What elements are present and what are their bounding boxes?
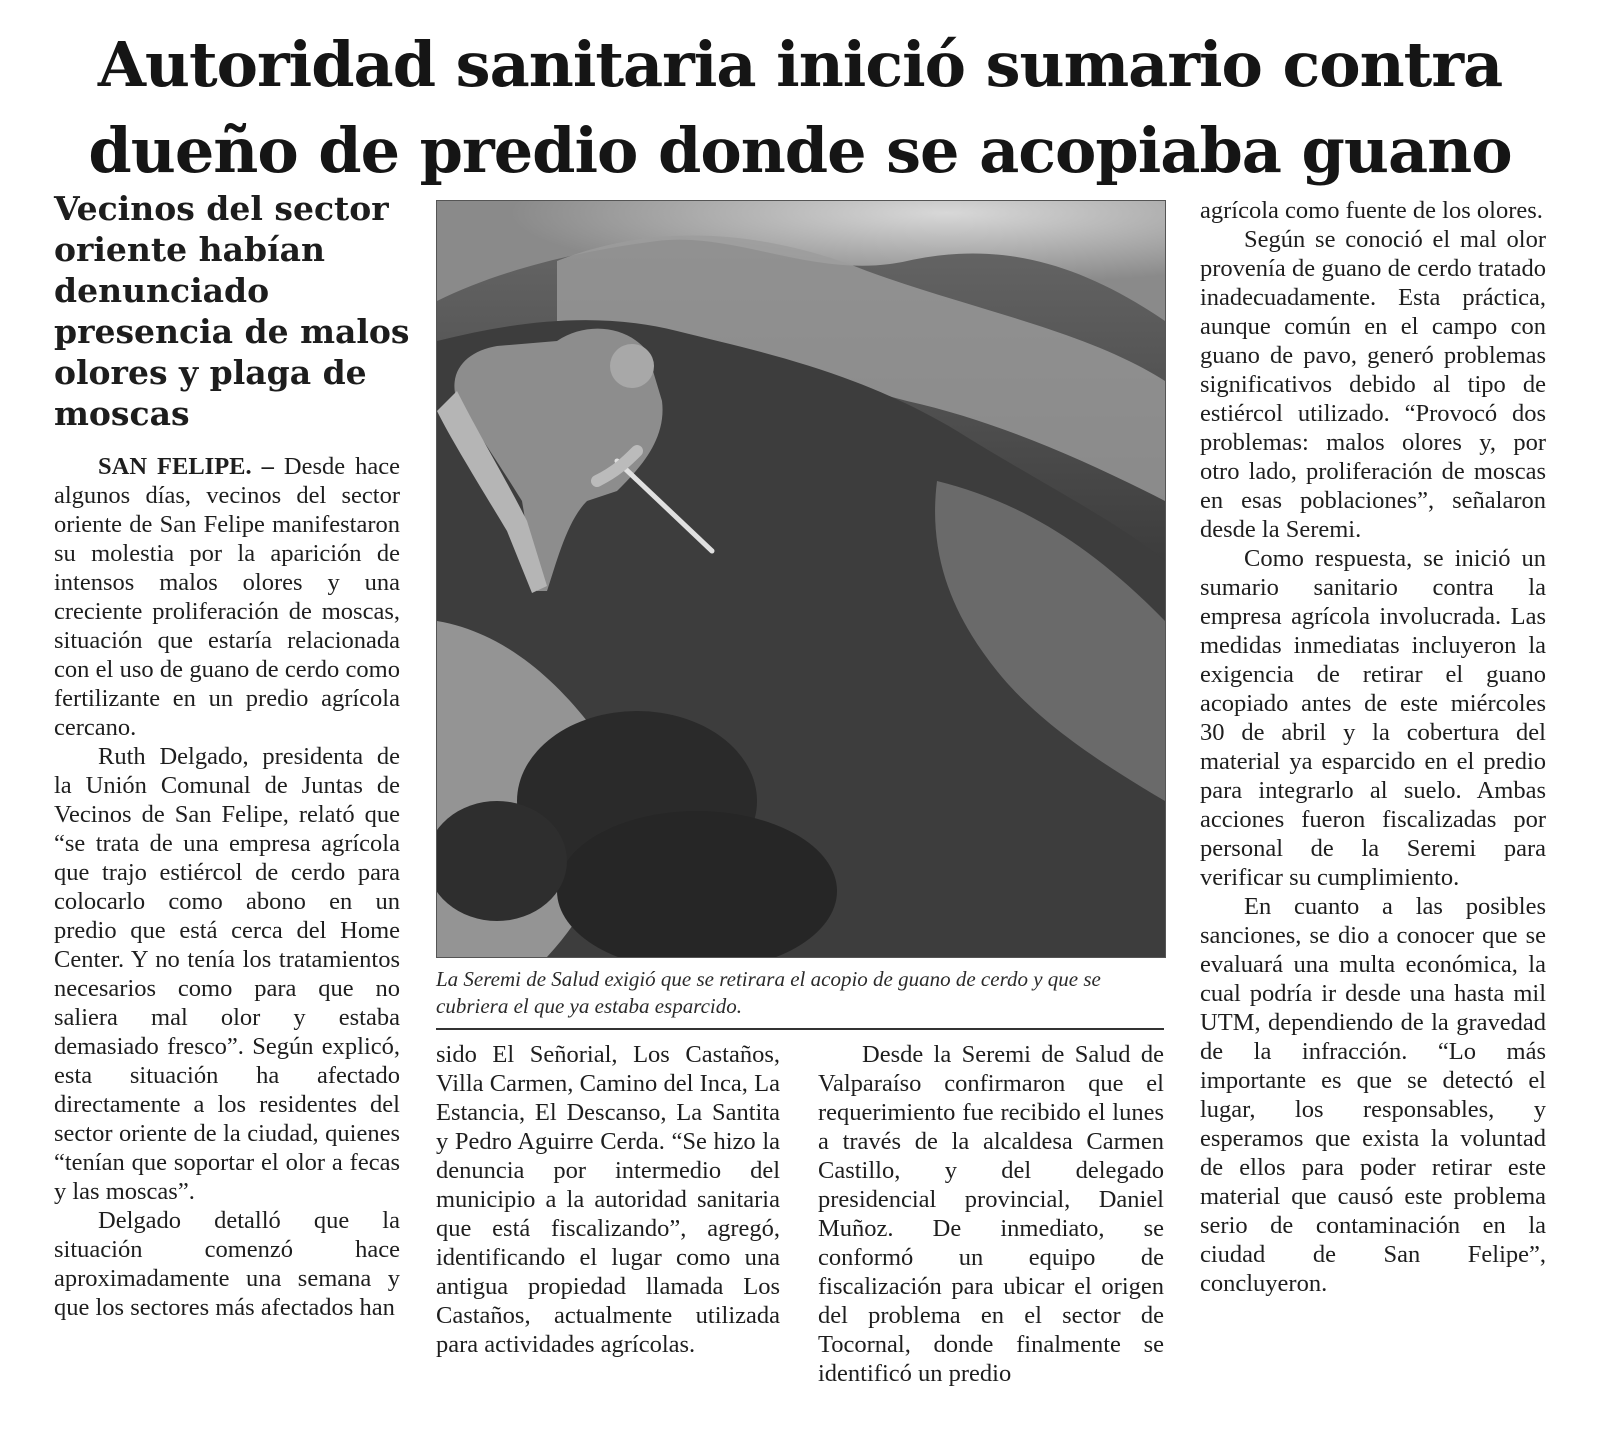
paragraph-5: Desde la Seremi de Salud de Valparaíso confirmaron que el requerimiento fue recibido el lunes a través de la alcaldesa Carmen Castillo, y del delegado presidencial provincial, Daniel Muñoz. De inmediato, se conformó un equipo de fiscalización para ubicar el origen del problema en el sector de Tocornal, donde finalmente se identificó un predio: [818, 1041, 1164, 1387]
article-column-4: [1200, 196, 1546, 1298]
article-column-3: [818, 1040, 1164, 1388]
paragraph-1-text: Desde hace algunos días, vecinos del sector oriente de San Felipe manifestaron su molestia por la aparición de intensos malos olores y una creciente proliferación de moscas, situación que estaría relacionada con el uso de guano de cerdo como fertilizante en un predio agrícola cercano.: [54, 453, 400, 741]
photo-caption: La Seremi de Salud exigió que se retirara el acopio de guano de cerdo y que se cubriera el que ya estaba esparcido.: [436, 967, 1101, 1018]
caption-divider: [436, 1028, 1164, 1030]
article-column-1: [54, 452, 400, 1322]
paragraph-7: Según se conoció el mal olor provenía de guano de cerdo tratado inadecuadamente. Esta práctica, aunque común en el campo con guano de pavo, generó problemas significativos debido al tipo de estiércol utilizado. “Provocó dos problemas: malos olores y, por otro lado, proliferación de moscas en esas poblaciones”, señalaron desde la Seremi.: [1200, 226, 1546, 543]
dateline: SAN FELIPE. –: [98, 453, 274, 480]
photo-manure-field-icon: [437, 201, 1165, 957]
article-column-2: [436, 1040, 780, 1359]
paragraph-8: Como respuesta, se inició un sumario sanitario contra la empresa agrícola involucrada. Las medidas inmediatas incluyeron la exigencia de retirar el guano acopiado antes de este miércoles 30 de abril y la cobertura del material ya esparcido en el predio para integrarlo al suelo. Ambas acciones fueron fiscalizadas por personal de la Seremi para verificar su cumplimiento.: [1200, 545, 1546, 891]
paragraph-4: sido El Señorial, Los Castaños, Villa Carmen, Camino del Inca, La Estancia, El Descanso, La Santita y Pedro Aguirre Cerda. “Se hizo la denuncia por intermedio del municipio a la autoridad sanitaria que está fiscalizando”, agregó, identificando el lugar como una antigua propiedad llamada Los Castaños, actualmente utilizada para actividades agrícolas.: [436, 1041, 780, 1358]
headline: Autoridad sanitaria inició sumario contra dueño de predio donde se acopiaba guano: [88, 28, 1512, 187]
paragraph-9: En cuanto a las posibles sanciones, se dio a conocer que se evaluará una multa económica, la cual podría ir desde una hasta mil UTM, dependiendo de la gravedad de la infracción. “Lo más importante es que se detectó el lugar, los responsables, y esperamos que exista la voluntad de ellos para poder retirar este material que causó este problema serio de contaminación en la ciudad de San Felipe”, concluyeron.: [1200, 893, 1546, 1297]
subheadline: Vecinos del sector oriente habían denunciado presencia de malos olores y plaga de moscas: [54, 189, 410, 433]
paragraph-3: Delgado detalló que la situación comenzó hace aproximadamente una semana y que los sectores más afectados han: [54, 1207, 400, 1321]
paragraph-1: [54, 452, 400, 742]
paragraph-6: agrícola como fuente de los olores.: [1200, 197, 1543, 224]
article-photo: [436, 200, 1166, 958]
paragraph-2: Ruth Delgado, presidenta de la Unión Comunal de Juntas de Vecinos de San Felipe, relató que “se trata de una empresa agrícola que trajo estiércol de cerdo para colocarlo como abono en un predio que está cerca del Home Center. Y no tenía los tratamientos necesarios como para que no saliera mal olor y estaba demasiado fresco”. Según explicó, esta situación ha afectado directamente a los residentes del sector oriente de la ciudad, quienes “tenían que soportar el olor a fecas y las moscas”.: [54, 743, 400, 1205]
